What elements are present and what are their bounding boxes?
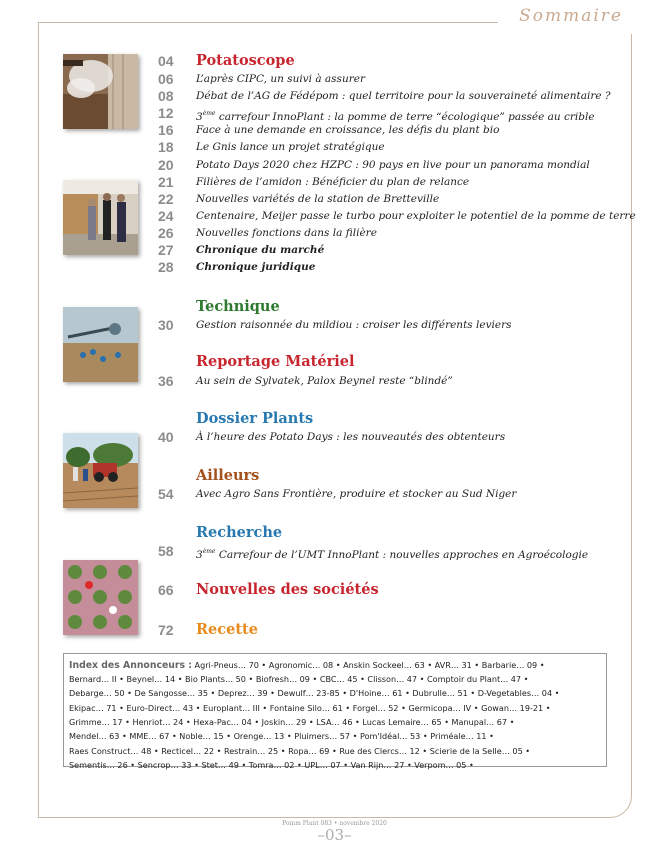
advertiser-index — [63, 653, 607, 770]
section-heading-potatoscope[interactable]: Potatoscope — [196, 52, 295, 69]
index-entries: Agri-Pneus… 70 • Agronomic… 08 • Anskin Sockeel… 63 • AVR… 31 • Barbarie… 09 • — [194, 660, 545, 670]
toc-entry[interactable]: Potato Days 2020 chez HZPC : 90 pays en live pour un panorama mondial — [196, 158, 590, 171]
toc-entry[interactable]: À l’heure des Potato Days : les nouveautés des obtenteurs — [196, 431, 506, 443]
footer-page-number: –03– — [317, 826, 352, 844]
page-number: 08 — [158, 88, 174, 105]
page-number: 58 — [158, 543, 174, 559]
index-line — [69, 658, 545, 673]
index-line: Grimme… 17 • Henriot… 24 • Hexa-Pac… 04 • Joskin… 29 • LSA… 46 • Lucas Lemaire… 65 • Manupal… 67 • — [69, 716, 515, 727]
plant-trays-photo — [63, 560, 138, 635]
page-number: 12 — [158, 105, 174, 122]
section-heading-materiel[interactable]: Reportage Matériel — [196, 353, 355, 370]
section-heading-ailleurs[interactable]: Ailleurs — [196, 467, 260, 484]
equipment-blue-photo — [63, 307, 138, 382]
page-number: 27 — [158, 242, 174, 258]
page-number: 04 — [158, 53, 174, 69]
index-line: Raes Construct… 48 • Recticel… 22 • Restrain… 25 • Ropa… 69 • Rue des Clercs… 12 • Scierie de la Selle… 05 • — [69, 745, 531, 756]
page-number: 28 — [158, 259, 174, 276]
index-line: Sementis… 26 • Sencrop… 33 • Stet… 49 • Tomra… 02 • UPL… 07 • Van Rijn… 27 • Verpom… 05 • — [69, 759, 474, 770]
toc-entry[interactable]: Gestion raisonnée du mildiou : croiser les différents leviers — [196, 319, 512, 331]
index-title: Index des Annonceurs : — [69, 660, 192, 671]
index-line: Debarge… 50 • De Sangosse… 35 • Deprez… 39 • Dewulf… 23-85 • D'Hoine… 61 • Dubrulle… 51 • D-Vegetables… 04 • — [69, 688, 560, 699]
page-number: 40 — [158, 429, 174, 445]
page-number: 72 — [158, 622, 174, 638]
ordinal-suffix: ème — [202, 548, 216, 555]
ordinal-number: 3 — [196, 549, 203, 561]
section-heading-technique[interactable]: Technique — [196, 298, 280, 315]
page-number: 20 — [158, 156, 174, 173]
ordinal-suffix: ème — [202, 110, 216, 118]
page-number: 16 — [158, 122, 174, 139]
storage-smoke-photo — [63, 54, 138, 129]
ordinal-number: 3 — [196, 111, 203, 124]
page-number: 54 — [158, 486, 174, 502]
page-number: 18 — [158, 139, 174, 156]
toc-entry[interactable]: Au sein de Sylvatek, Palox Beynel reste “blindé” — [196, 375, 453, 387]
toc-entry[interactable]: Le Gnis lance un projet stratégique — [196, 141, 385, 154]
section-heading-societes[interactable]: Nouvelles des sociétés — [196, 581, 379, 598]
section-heading-recette[interactable]: Recette — [196, 621, 258, 638]
toc-entry[interactable]: Centenaire, Meijer passe le turbo pour exploiter le potentiel de la pomme de terre — [196, 209, 636, 222]
page-number: 22 — [158, 190, 174, 207]
index-line: Mendel… 63 • MME… 67 • Noble… 15 • Orenge… 13 • Pluimers… 57 • Pom'Idéal… 53 • Priméale… 11 • — [69, 731, 494, 742]
section-heading-plants[interactable]: Dossier Plants — [196, 410, 314, 427]
toc-entry[interactable]: Chronique du marché — [196, 244, 325, 256]
toc-entry[interactable]: Face à une demande en croissance, les défis du plant bio — [196, 124, 500, 137]
niger-field-photo — [63, 433, 138, 508]
toc-entry[interactable]: Chronique juridique — [196, 261, 316, 274]
page-number: 30 — [158, 317, 174, 333]
page-number: 66 — [158, 582, 174, 598]
warehouse-visit-photo — [63, 180, 138, 255]
index-line: Ekipac… 71 • Euro-Direct… 43 • Europlant… III • Fontaine Silo… 61 • Forgel… 52 • Germicopa… IV • Gowan… 19-21 • — [69, 702, 551, 713]
toc-entry[interactable]: Filières de l’amidon : Bénéficier du plan de relance — [196, 175, 470, 188]
toc-entry[interactable]: L’après CIPC, un suivi à assurer — [196, 73, 365, 85]
page-number: 24 — [158, 207, 174, 224]
page-title: Sommaire — [519, 6, 623, 26]
toc-entry[interactable]: Débat de l’AG de Fédépom : quel territoire pour la souveraineté alimentaire ? — [196, 90, 611, 103]
page-number: 06 — [158, 71, 174, 87]
section-heading-recherche[interactable]: Recherche — [196, 524, 283, 541]
toc-entry[interactable] — [196, 543, 588, 564]
page-number: 21 — [158, 173, 174, 190]
entry-text: carrefour InnoPlant : la pomme de terre “écologique” passée au crible — [215, 111, 595, 124]
page-number: 36 — [158, 373, 174, 389]
toc-entry[interactable]: Avec Agro Sans Frontière, produire et stocker au Sud Niger — [196, 488, 517, 500]
index-line: Bernard… II • Beynel… 14 • Bio Plants… 50 • Biofresh… 09 • CBC… 45 • Clisson… 47 • Comptoir du Plant… 47 • — [69, 674, 529, 684]
toc-entry[interactable]: Nouvelles variétés de la station de Bretteville — [196, 192, 440, 205]
page-number: 26 — [158, 224, 174, 241]
entry-text: Carrefour de l’UMT InnoPlant : nouvelles approches en Agroécologie — [215, 549, 589, 561]
toc-entry[interactable]: Nouvelles fonctions dans la filière — [196, 226, 377, 239]
footer-note: Pomm Plant 083 • novembre 2020 — [282, 820, 387, 827]
